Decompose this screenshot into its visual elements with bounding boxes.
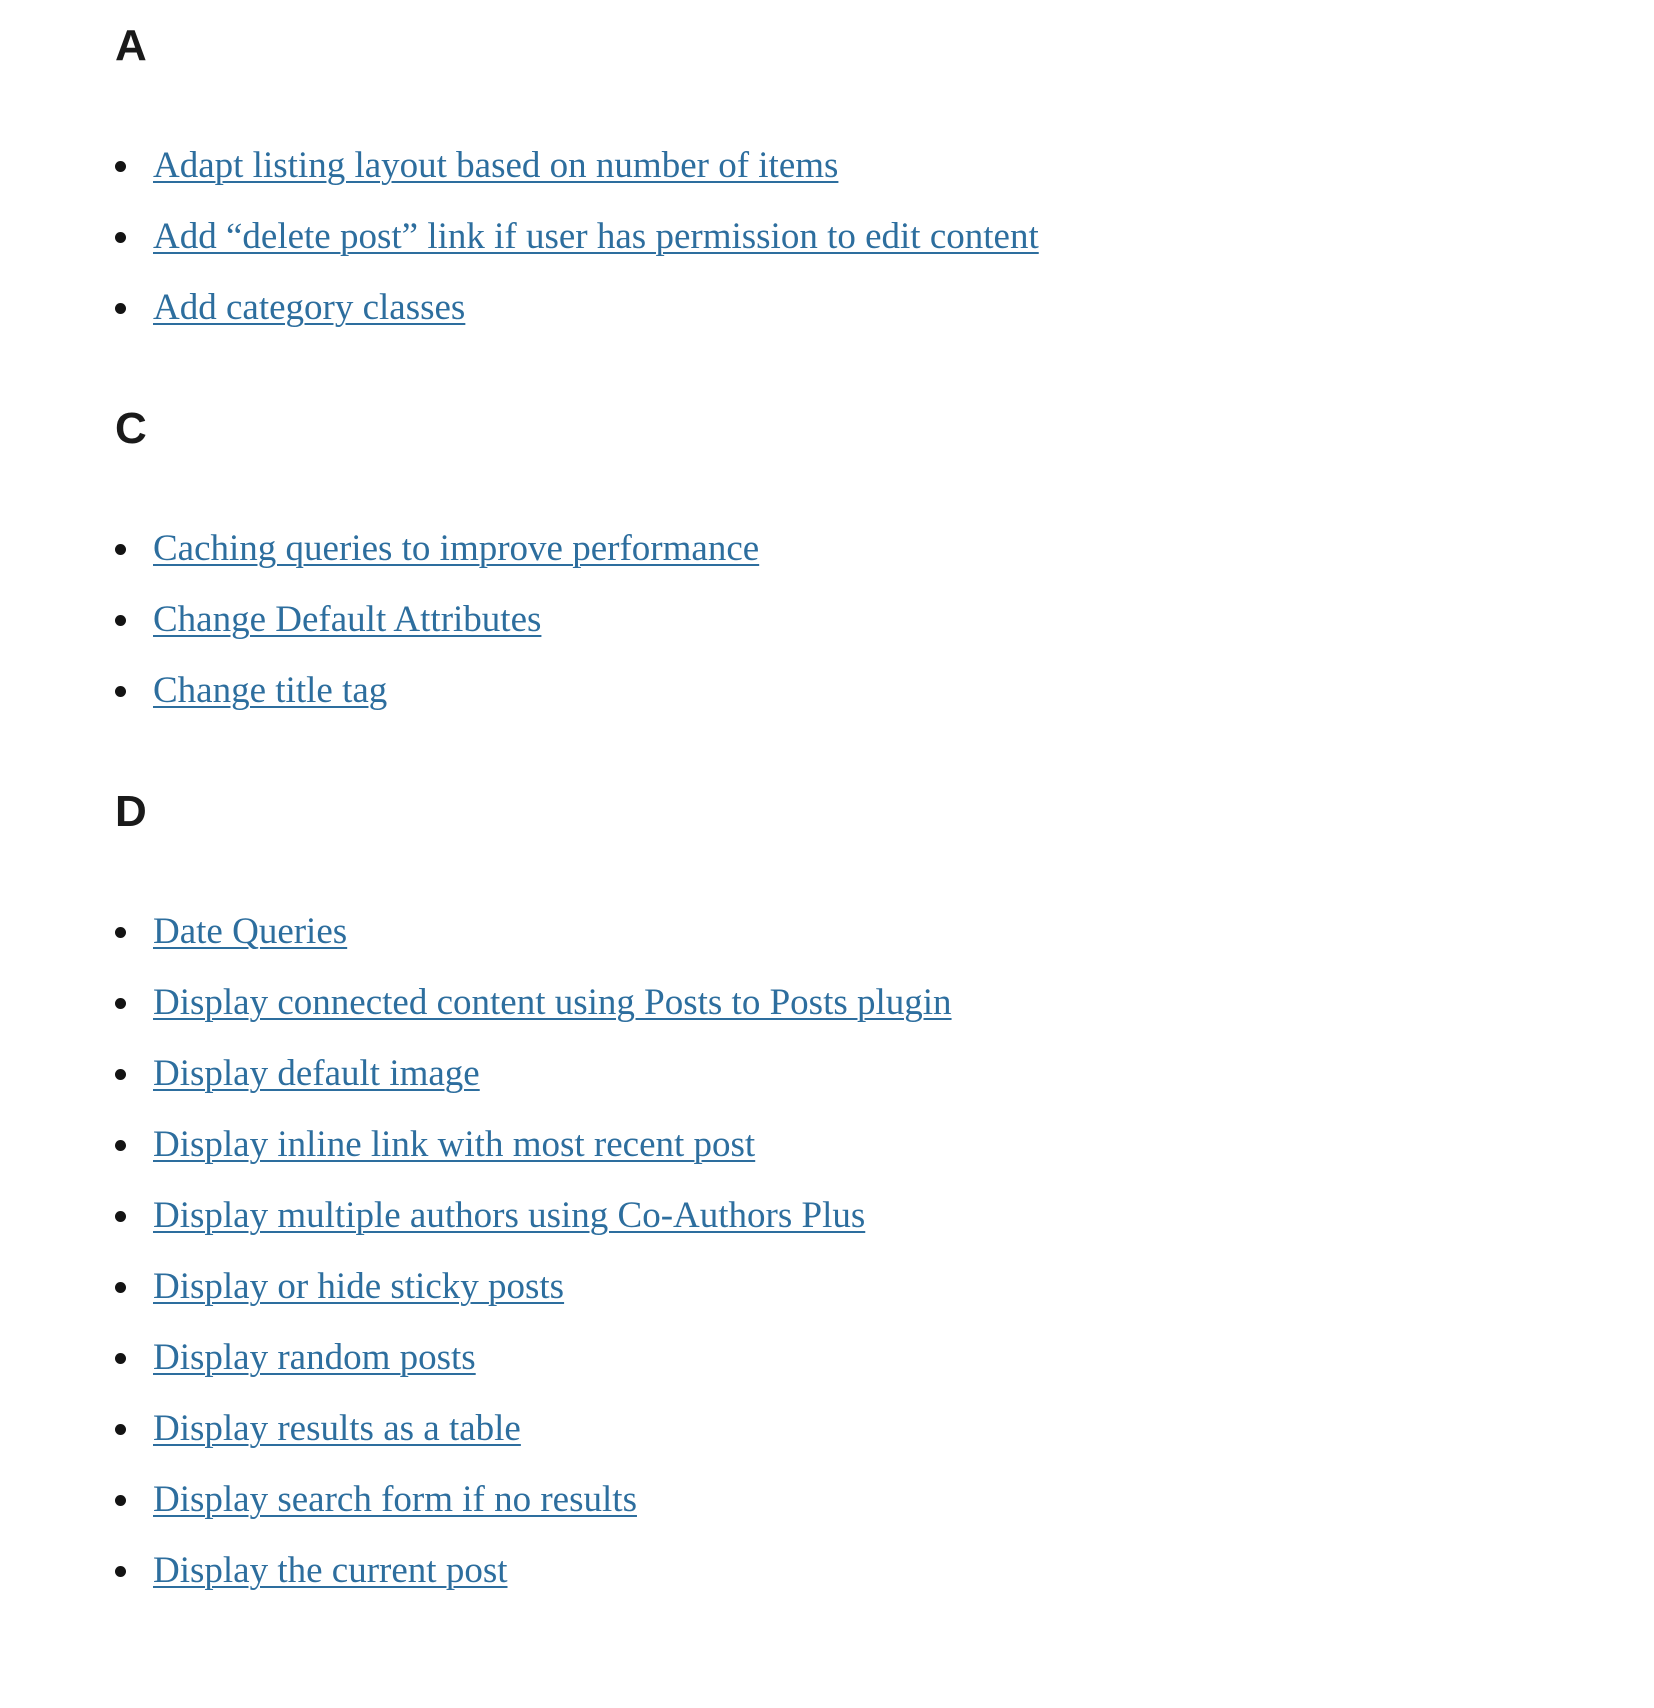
list-item <box>0 130 1654 201</box>
index-link-list <box>0 834 1654 1606</box>
index-entry-link[interactable]: Display results as a table <box>153 1408 521 1449</box>
bullet-disc-icon <box>115 998 126 1009</box>
index-entry-link[interactable]: Display random posts <box>153 1337 476 1378</box>
bullet-disc-icon <box>115 232 126 243</box>
index-entry-link[interactable]: Display inline link with most recent post <box>153 1124 756 1165</box>
index-link-list <box>0 451 1654 726</box>
list-item <box>0 513 1654 584</box>
list-item <box>0 1322 1654 1393</box>
bullet-disc-icon <box>115 615 126 626</box>
list-item <box>0 1464 1654 1535</box>
index-section <box>0 726 1654 1606</box>
bullet-disc-icon <box>115 686 126 697</box>
index-entry-link[interactable]: Add category classes <box>153 287 466 328</box>
index-entry-link[interactable]: Display search form if no results <box>153 1479 637 1520</box>
list-item <box>0 1180 1654 1251</box>
index-entry-link[interactable]: Display the current post <box>153 1550 508 1591</box>
index-entry-link[interactable]: Display default image <box>153 1053 480 1094</box>
index-section <box>0 343 1654 726</box>
section-heading-letter: A <box>115 21 147 70</box>
list-item <box>0 967 1654 1038</box>
list-item <box>0 1038 1654 1109</box>
index-entry-link[interactable]: Caching queries to improve performance <box>153 528 760 569</box>
index-entry-link[interactable]: Date Queries <box>153 911 348 952</box>
index-section <box>0 8 1654 343</box>
bullet-disc-icon <box>115 161 126 172</box>
index-entry-link[interactable]: Display connected content using Posts to Posts plugin <box>153 982 952 1023</box>
bullet-disc-icon <box>115 303 126 314</box>
section-heading-letter: C <box>115 404 147 453</box>
list-item <box>0 655 1654 726</box>
list-item <box>0 201 1654 272</box>
list-item <box>0 1251 1654 1322</box>
bullet-disc-icon <box>115 1566 126 1577</box>
bullet-disc-icon <box>115 927 126 938</box>
list-item <box>0 272 1654 343</box>
index-entry-link[interactable]: Change Default Attributes <box>153 599 542 640</box>
index-entry-link[interactable]: Change title tag <box>153 670 388 711</box>
bullet-disc-icon <box>115 1282 126 1293</box>
index-link-list <box>0 68 1654 343</box>
bullet-disc-icon <box>115 1353 126 1364</box>
bullet-disc-icon <box>115 1495 126 1506</box>
index-entry-link[interactable]: Adapt listing layout based on number of items <box>153 145 839 186</box>
bullet-disc-icon <box>115 1140 126 1151</box>
list-item <box>0 1109 1654 1180</box>
index-entry-link[interactable]: Display or hide sticky posts <box>153 1266 565 1307</box>
list-item <box>0 1393 1654 1464</box>
bullet-disc-icon <box>115 544 126 555</box>
index-entry-link[interactable]: Display multiple authors using Co-Authors Plus <box>153 1195 866 1236</box>
bullet-disc-icon <box>115 1211 126 1222</box>
list-item <box>0 896 1654 967</box>
bullet-disc-icon <box>115 1069 126 1080</box>
index-entry-link[interactable]: Add “delete post” link if user has permission to edit content <box>153 216 1039 257</box>
list-item <box>0 1535 1654 1606</box>
section-heading-letter: D <box>115 787 147 836</box>
list-item <box>0 584 1654 655</box>
bullet-disc-icon <box>115 1424 126 1435</box>
